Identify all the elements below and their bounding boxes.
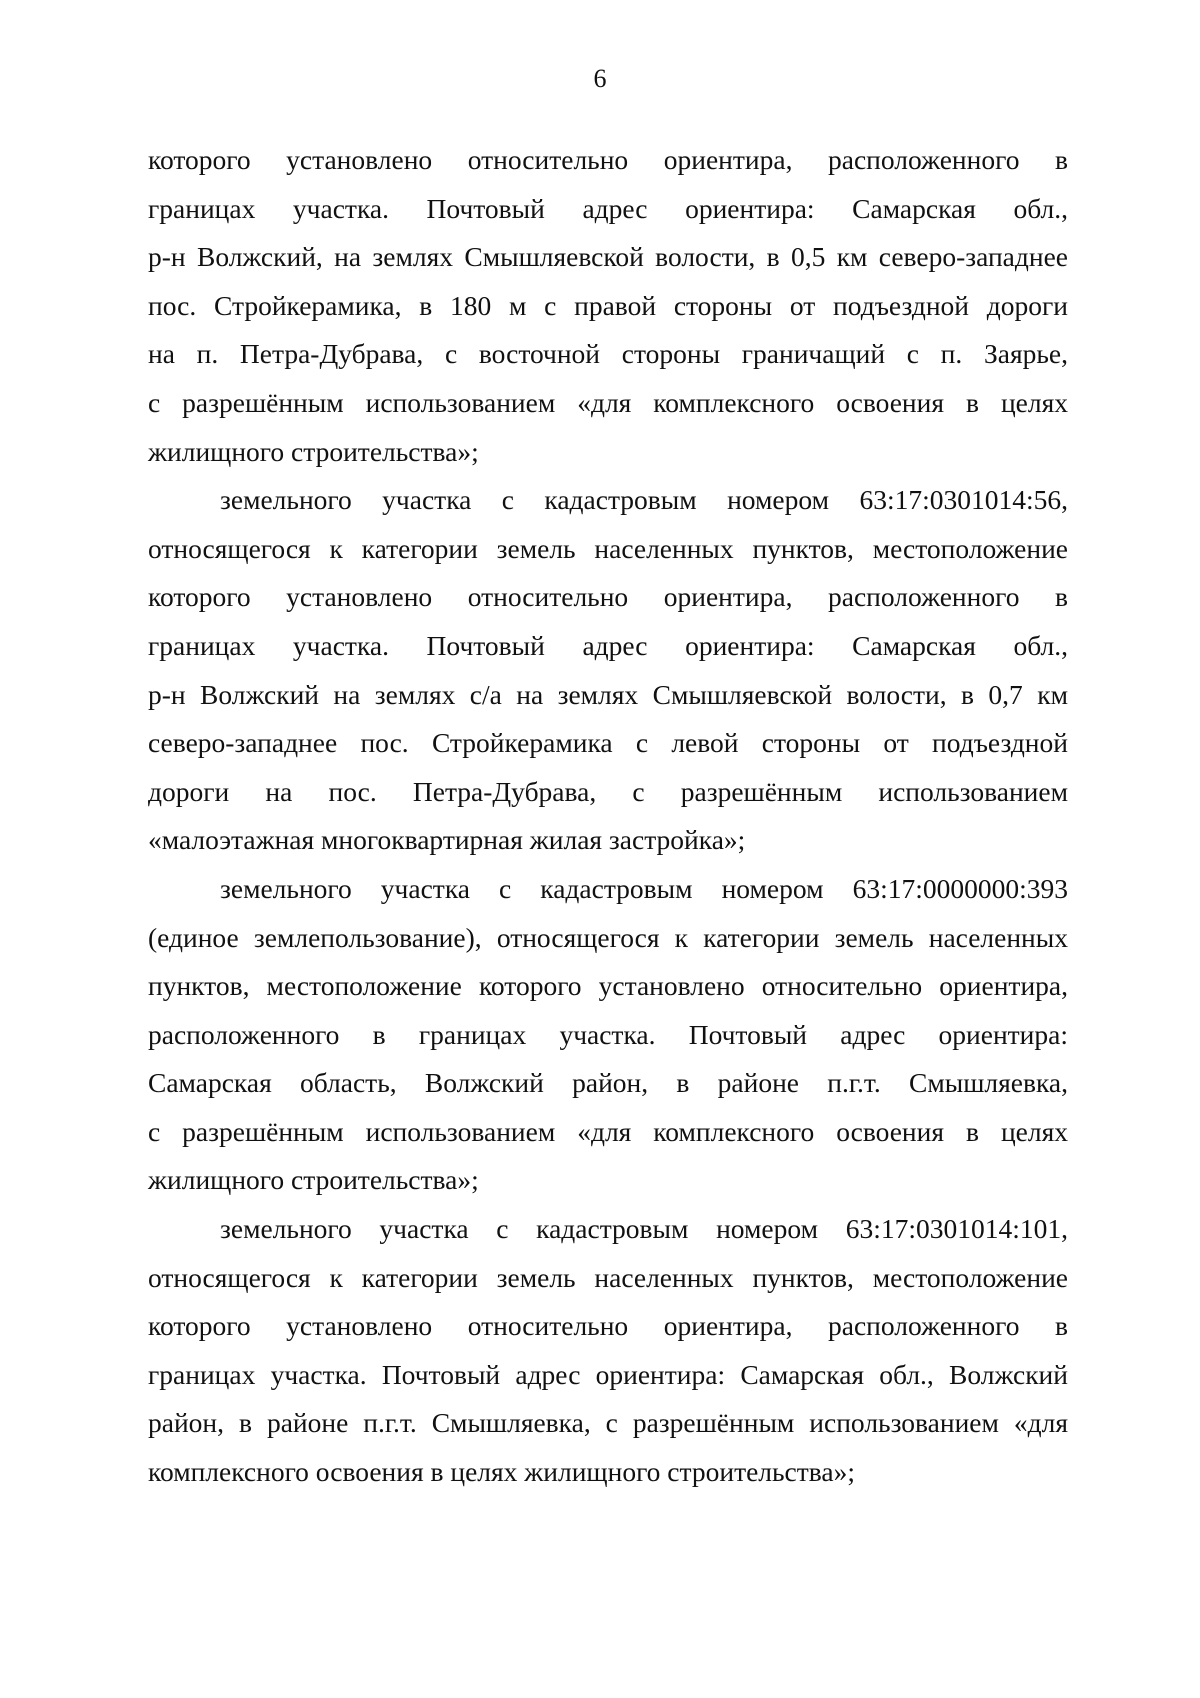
text-line: которого установлено относительно ориентира, расположенного в bbox=[148, 1310, 1068, 1342]
text-line: р-н Волжский на землях с/а на землях Смышляевской волости, в 0,7 км bbox=[148, 678, 1068, 710]
text-line: относящегося к категории земель населенных пунктов, местоположение bbox=[148, 1261, 1068, 1293]
text-line: с разрешённым использованием «для комплексного освоения в целях bbox=[148, 1115, 1068, 1147]
text-line: земельного участка с кадастровым номером 63:17:0000000:393 bbox=[220, 872, 1068, 904]
text-line: Самарская область, Волжский район, в районе п.г.т. Смышляевка, bbox=[148, 1067, 1068, 1099]
text-line: «малоэтажная многоквартирная жилая застройка»; bbox=[148, 824, 746, 856]
paragraph-2 bbox=[148, 476, 1068, 865]
text-line: расположенного в границах участка. Почтовый адрес ориентира: bbox=[148, 1018, 1068, 1050]
text-line: границах участка. Почтовый адрес ориентира: Самарская обл., Волжский bbox=[148, 1358, 1068, 1390]
text-line: северо-западнее пос. Стройкерамика с левой стороны от подъездной bbox=[148, 727, 1068, 759]
text-line: жилищного строительства»; bbox=[148, 1164, 479, 1196]
text-line: пунктов, местоположение которого установлено относительно ориентира, bbox=[148, 970, 1068, 1002]
text-line: земельного участка с кадастровым номером 63:17:0301014:56, bbox=[220, 484, 1068, 516]
text-line: жилищного строительства»; bbox=[148, 435, 479, 467]
text-line: комплексного освоения в целях жилищного строительства»; bbox=[148, 1456, 855, 1488]
paragraph-1 bbox=[148, 136, 1068, 476]
document-body bbox=[148, 136, 1068, 1497]
text-line: (единое землепользование), относящегося к категории земель населенных bbox=[148, 921, 1068, 953]
text-line: с разрешённым использованием «для комплексного освоения в целях bbox=[148, 386, 1068, 418]
text-line: которого установлено относительно ориентира, расположенного в bbox=[148, 144, 1068, 175]
paragraph-3 bbox=[148, 865, 1068, 1205]
text-line: границах участка. Почтовый адрес ориентира: Самарская обл., bbox=[148, 629, 1068, 661]
text-line: границах участка. Почтовый адрес ориентира: Самарская обл., bbox=[148, 192, 1068, 224]
text-line: относящегося к категории земель населенных пунктов, местоположение bbox=[148, 532, 1068, 564]
page-number: 6 bbox=[593, 64, 607, 93]
text-line: земельного участка с кадастровым номером 63:17:0301014:101, bbox=[220, 1213, 1068, 1245]
text-line: р-н Волжский, на землях Смышляевской волости, в 0,5 км северо-западнее bbox=[148, 241, 1068, 273]
text-line: которого установлено относительно ориентира, расположенного в bbox=[148, 581, 1068, 613]
text-line: район, в районе п.г.т. Смышляевка, с разрешённым использованием «для bbox=[148, 1407, 1068, 1439]
text-line: пос. Стройкерамика, в 180 м с правой стороны от подъездной дороги bbox=[148, 289, 1068, 321]
paragraph-4 bbox=[148, 1205, 1068, 1497]
text-line: на п. Петра-Дубрава, с восточной стороны граничащий с п. Заярье, bbox=[148, 338, 1068, 370]
text-line: дороги на пос. Петра-Дубрава, с разрешённым использованием bbox=[148, 775, 1068, 807]
